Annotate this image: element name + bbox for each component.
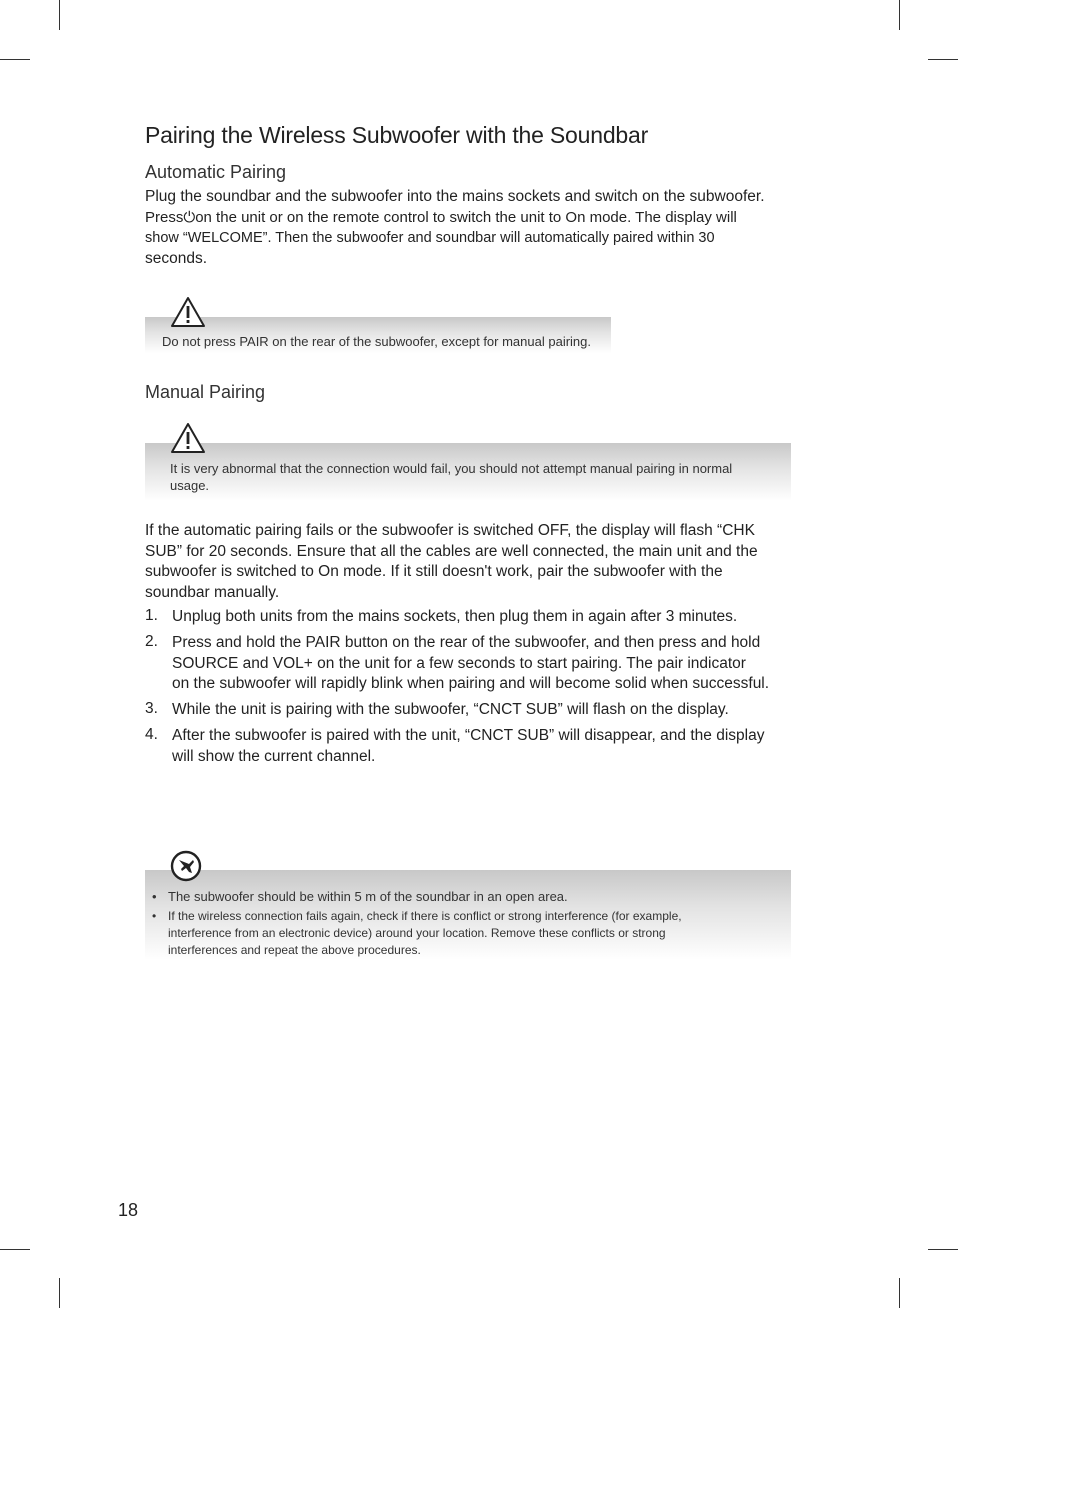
warning-triangle-icon bbox=[170, 296, 206, 328]
crop-mark bbox=[899, 1278, 900, 1308]
automatic-pairing-text bbox=[145, 187, 845, 269]
text-line: show “WELCOME”. Then the subwoofer and soundbar will automatically paired within 30 bbox=[145, 230, 715, 246]
crop-mark bbox=[59, 1278, 60, 1308]
tip-icon bbox=[170, 850, 202, 882]
text-line: will show the current channel. bbox=[172, 747, 376, 765]
text-line: If the automatic pairing fails or the subwoofer is switched OFF, the display will flash “CHK bbox=[145, 522, 755, 539]
text-line: The subwoofer should be within 5 m of the soundbar in an open area. bbox=[168, 889, 568, 904]
step-text bbox=[172, 607, 737, 628]
manual-pairing-heading: Manual Pairing bbox=[145, 382, 266, 402]
step-number: 4. bbox=[145, 726, 158, 743]
step-number: 3. bbox=[145, 700, 158, 717]
crop-mark bbox=[59, 0, 60, 30]
text-line: After the subwoofer is paired with the unit, “CNCT SUB” will disappear, and the display bbox=[172, 727, 765, 744]
text-line: Unplug both units from the mains sockets, then plug them in again after 3 minutes. bbox=[172, 608, 738, 625]
text-line: soundbar manually. bbox=[145, 583, 280, 601]
crop-mark bbox=[0, 59, 30, 60]
step-text bbox=[172, 726, 764, 767]
step-text bbox=[172, 700, 729, 721]
warning-text bbox=[170, 460, 732, 494]
text-line: usage. bbox=[170, 478, 210, 493]
crop-mark bbox=[899, 0, 900, 30]
tip-text bbox=[168, 908, 682, 959]
step-number: 1. bbox=[145, 607, 158, 624]
text-line: interferences and repeat the above procedures. bbox=[168, 943, 421, 957]
manual-pairing-intro bbox=[145, 521, 845, 603]
text-line: While the unit is pairing with the subwoofer, “CNCT SUB” will flash on the display. bbox=[172, 701, 729, 718]
tip-text bbox=[168, 888, 568, 905]
text-line: Plug the soundbar and the subwoofer into the mains sockets and switch on the subwoofer. bbox=[145, 188, 765, 205]
step-number: 2. bbox=[145, 633, 158, 650]
warning-text: Do not press PAIR on the rear of the subwoofer, except for manual pairing. bbox=[162, 334, 591, 349]
crop-mark bbox=[928, 59, 958, 60]
text-line: interference from an electronic device) around your location. Remove these conflicts or strong bbox=[168, 926, 666, 940]
text-line: SUB” for 20 seconds. Ensure that all the cables are well connected, the main unit and the bbox=[145, 542, 758, 560]
text-line: SOURCE and VOL+ on the unit for a few seconds to start pairing. The pair indicator bbox=[172, 654, 746, 672]
text-line: If the wireless connection fails again, check if there is conflict or strong interference (for example, bbox=[168, 909, 682, 923]
page-title: Pairing the Wireless Subwoofer with the Soundbar bbox=[145, 122, 649, 148]
automatic-pairing-heading: Automatic Pairing bbox=[145, 162, 287, 182]
step-text bbox=[172, 633, 769, 695]
text-line: seconds. bbox=[145, 249, 208, 267]
text-line: subwoofer is switched to On mode. If it still doesn't work, pair the subwoofer with the bbox=[145, 563, 723, 580]
text-line: Press and hold the PAIR button on the rear of the subwoofer, and then press and hold bbox=[172, 634, 761, 651]
warning-triangle-icon bbox=[170, 422, 206, 454]
page-number: 18 bbox=[118, 1200, 139, 1220]
crop-mark bbox=[0, 1249, 30, 1250]
text-line: It is very abnormal that the connection would fail, you should not attempt manual pairing in normal bbox=[170, 461, 733, 476]
crop-mark bbox=[928, 1249, 958, 1250]
text-line: on the subwoofer will rapidly blink when pairing and will become solid when successful. bbox=[172, 675, 770, 692]
text-line: Press⏻on the unit or on the remote control to switch the unit to On mode. The display will bbox=[145, 208, 737, 226]
